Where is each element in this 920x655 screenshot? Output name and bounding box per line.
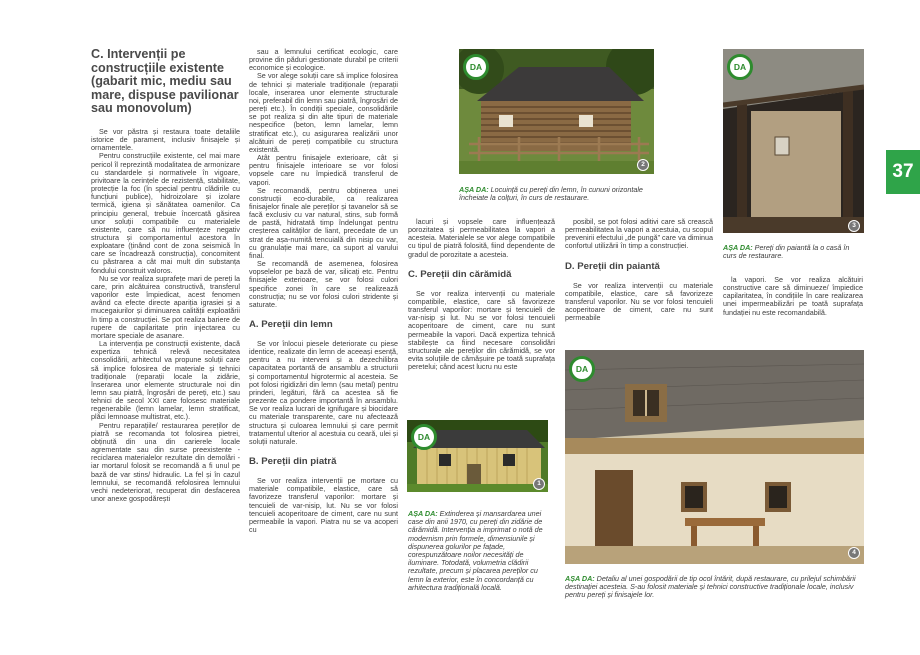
caption-photo-1 — [408, 510, 555, 592]
text-column-4 — [565, 218, 713, 322]
column-5-paragraphs — [723, 276, 863, 317]
paragraph: Se vor înlocui piesele deteriorate cu piese identice, realizate din lemn de aceeași esență, pentru a nu interveni și a dezechilibra capacitatea portantă de ansamblu a structurii și comportamentul higrotermic al acesteia. Se pot folosi rigidizări din lemn (sau metal) pentru prinderi, legături, fără ca acestea să fie prezente ca pondere importantă în ansamblu. Se vor realiza lucrari de ignifugare și biocidare cu materiale transparente, care nu afectează structura și culoarea lemnului și care permit tratamentul ulterior al acestuia cu ceară, ulei și soluții naturale. — [249, 339, 398, 446]
text-column-3 — [408, 218, 555, 371]
lemn-paragraphs — [249, 340, 398, 446]
paragraph: Pentru construcțiile existente, cel mai mare pericol îl reprezintă modalitatea de armonizare cu standardele și normativele în vigoare, privitoare la cerințele de rezistență, stabilitate, protecție la foc (în special pentru clădirile cu funcțiuni publice), hidroizolare și izolare termică, igiena și sănătatea oamenilor. Ca principiu general, trebuie încercată găsirea unor soluții compatibile cu materialele existente, care să nu influențeze negativ structura și comportamentul acestora în exploatare (ținând cont de zona seismică în care se încadrează construcția), concomitent cu păstrarea a cât mai mult din substanța fondului construit valoros. — [91, 151, 240, 275]
photo-number-4: 4 — [848, 547, 860, 559]
da-badge-photo-2: DA — [463, 54, 489, 80]
caption-1-text: Extinderea și mansardarea unei case din anii 1970, cu pereți din zidărie de cărămidă. Intervenția a imprimat o notă de modernism prin formele, dimensiunile și dispunerea golurilor pe fațade, corespunzătoare noilor necesități de iluminare. Totodată, volumetria clădirii rezultate, precum și placarea pereților cu lemn la exterior, este în concordanță cu arhitectura tradițională locală. — [408, 509, 543, 592]
column-1-paragraphs — [91, 128, 240, 503]
paragraph: Se vor păstra și restaura toate detaliile istorice de parament, inclusiv finisajele și ornamentele. — [91, 126, 240, 153]
paianta-paragraphs — [565, 282, 713, 323]
photo-number-2: 2 — [637, 159, 649, 171]
paragraph: Se vor realiza intervenții cu materiale compatibile, elastice, care să favorizeze transferul vaporilor. Nu se vor folosi tencuieli acoperitoare de ciment, care nu sunt permeabile — [565, 280, 713, 323]
caption-2-text: Locuință cu pereți din lemn, în cununi orizontale încheiate la colțuri, în curs de restaurare. — [459, 185, 643, 203]
text-column-2 — [249, 48, 398, 534]
caption-1-lead: AȘA DA: — [408, 509, 438, 518]
paragraph: Se recomandă de asemenea, folosirea vopselelor pe bază de var, silicați etc. Pentru finisajele exterioare, se vor folosi culori specifice zonei în care se realizează construcția; nu se vor folosi culori stridente și saturate. — [249, 259, 398, 309]
text-column-1 — [91, 48, 240, 503]
photo-number-3: 3 — [848, 220, 860, 232]
da-badge-photo-3: DA — [727, 54, 753, 80]
heading-caramida: C. Pereții din cărămidă — [408, 268, 512, 280]
caption-3-text: Pereți din paiantă la o casă în curs de restaurare. — [723, 243, 850, 261]
text-column-5 — [723, 276, 863, 317]
piatra-paragraphs — [249, 477, 398, 534]
caption-photo-2 — [459, 186, 654, 202]
heading-lemn: A. Pereții din lemn — [249, 319, 333, 330]
section-title: C. Intervenții pe construcțiile existente (gabarit mic, mediu sau mare, dispuse pavilionar sau monovolum) — [91, 47, 239, 116]
photo-number-1: 1 — [533, 478, 545, 490]
caption-2-lead: AȘA DA: — [459, 185, 489, 194]
paragraph: sau a lemnului certificat ecologic, care provine din păduri gestionate durabil pe criterii economice și ecologice. — [249, 47, 398, 73]
paragraph: Nu se vor realiza suprafețe mari de pereți la care, prin alcătuirea constructivă, transferul vaporilor este împiedicat, acest fenomen având ca efecte directe apariția igrasiei și a mucegaiurilor și diminuarea calității exploatării în timp a construcției. Se pot realiza bariere de rupere de capilaritate prin injectarea cu mortare speciale de asanare. — [91, 273, 240, 340]
column-2-intro — [249, 48, 398, 309]
heading-paianta: D. Pereții din paiantă — [565, 260, 660, 272]
paragraph: La intervenția pe construcții existente, dacă expertiza tehnică relevă necesitatea consolidării, arhitectul va propune soluții care să implice folosirea de materiale și tehnici tradiționale (reparații locale la zidărie, înserarea unor elemente structurale noi din lemn sau piatră, îngroșări de pereți, etc.) sau tehnici de secol XXI care folosesc materiale regenerabile (lemn lamelar, lemn stratificat, plăci lemnoase multistrat, etc.). — [91, 339, 240, 422]
caramida-paragraphs — [408, 290, 555, 372]
paragraph: Se vor realiza intervenții cu materiale compatibile, elastice, care să favorizeze transferul vaporilor: mortare și tencuieli de var-nisip și lut. Nu se vor folosi tencuieli acoperitoare de ciment, care nu sunt permeabile la vapori. Dacă expertiza tehnică stabilește ca fiind necesare consolidări structurale ale pereților din cărămidă, se vor evita soluțiile de cămășuire pe toată suprafața peretelui; când acest lucru nu este — [408, 288, 555, 372]
heading-piatra: B. Pereții din piatră — [249, 456, 337, 468]
paragraph: Se vor realiza intervenții pe mortare cu materiale compatibile, elastice, care să favorizeze transferul vaporilor: mortare și tencuieli de var-nisip, lut. Nu se vor folosi tencuieli acoperitoare de ciment, care nu sunt permeabile la vapori. Piatra nu se va acoperi cu — [249, 476, 398, 534]
da-badge-photo-1: DA — [411, 424, 437, 450]
paragraph: posibil, se pot folosi aditivi care să crească permeabilitatea la vapori a acestuia, cu scopul prevenirii efectului „de pungă” care va diminua confortul utilizării în timp a construcției. — [565, 217, 713, 251]
paragraph: lacuri și vopsele care influențează porozitatea și permeabilitatea la vapori a acesteia. Materialele se vor alege compatibile cu tipul de piatră folosită, fiind dependente de gradul de porozitate a acesteia. — [408, 217, 555, 259]
paragraph: la vapori. Se vor realiza alcătuiri constructive care să diminueze/ împiedice capilaritatea, în condițiile în care realizarea unei impermeabilizări pe toată suprafața fundației nu este recomandabilă. — [723, 275, 863, 317]
paragraph: Atât pentru finisajele exterioare, cât și pentru finisajele interioare se vor folosi vopsele care nu împiedică transferul de vapori. — [249, 153, 398, 187]
caption-3-lead: AȘA DA: — [723, 243, 753, 252]
paragraph: Se recomandă, pentru obținerea unei construcții eco-durabile, ca realizarea finisajelor finale ale pereților și tavanelor să se facă exclusiv cu var natural, stins, sub formă de pastă, hidratată timp îndelungat pentru creșterea calităților de liant, precedate de un strat de așa-numită tencuială din nisip cu var, cu granulație mai mare, ca suport al varului final. — [249, 185, 398, 260]
column-4-intro — [565, 218, 713, 251]
da-badge-photo-4: DA — [569, 356, 595, 382]
caption-4-text: Detaliu al unei gospodării de tip ocol întărit, după restaurare, cu prilejul schimbării destinației acesteia. S-au folosit materiale și tehnici constructive tradiționale locale, inclusiv pentru pereți și finisajele lor. — [565, 574, 856, 600]
paragraph: Pentru reparațiile/ restaurarea pereților de piatră se recomanda tot folosirea pietrei, obținută din una din carierele locale agrementate sau din surse preexistente - reciclarea materialelor rezultate din demolări - iar mortarul folosit se recomandă a fi unul pe bază de var stins/ hidraulic. La fel și în cazul lemnului, se recomandă refolosirea lemnului vechi nedeteriorat, recuperat din desfacerea unor anexe gospodărești — [91, 420, 240, 503]
column-3-intro — [408, 218, 555, 259]
paragraph: Se vor alege soluții care să implice folosirea de tehnici și materiale tradiționale (reparații locale, inserarea unor elemente structurale noi, preferabil din lemn sau piatră, îngroșări de pereți etc.). În condiții speciale, consolidările se pot realiza și din alte tipuri de materiale nespecifice (beton, lemn lamelar, lemn stratificat etc.), cu asigurarea realizării unor alcătuiri de pereți compatibile cu structura existentă. — [249, 71, 398, 154]
photo-fortified-homestead — [565, 350, 864, 564]
caption-4-lead: AȘA DA: — [565, 574, 595, 583]
caption-photo-3 — [723, 244, 864, 260]
caption-photo-4 — [565, 575, 864, 600]
page-number-tab: 37 — [886, 150, 920, 194]
